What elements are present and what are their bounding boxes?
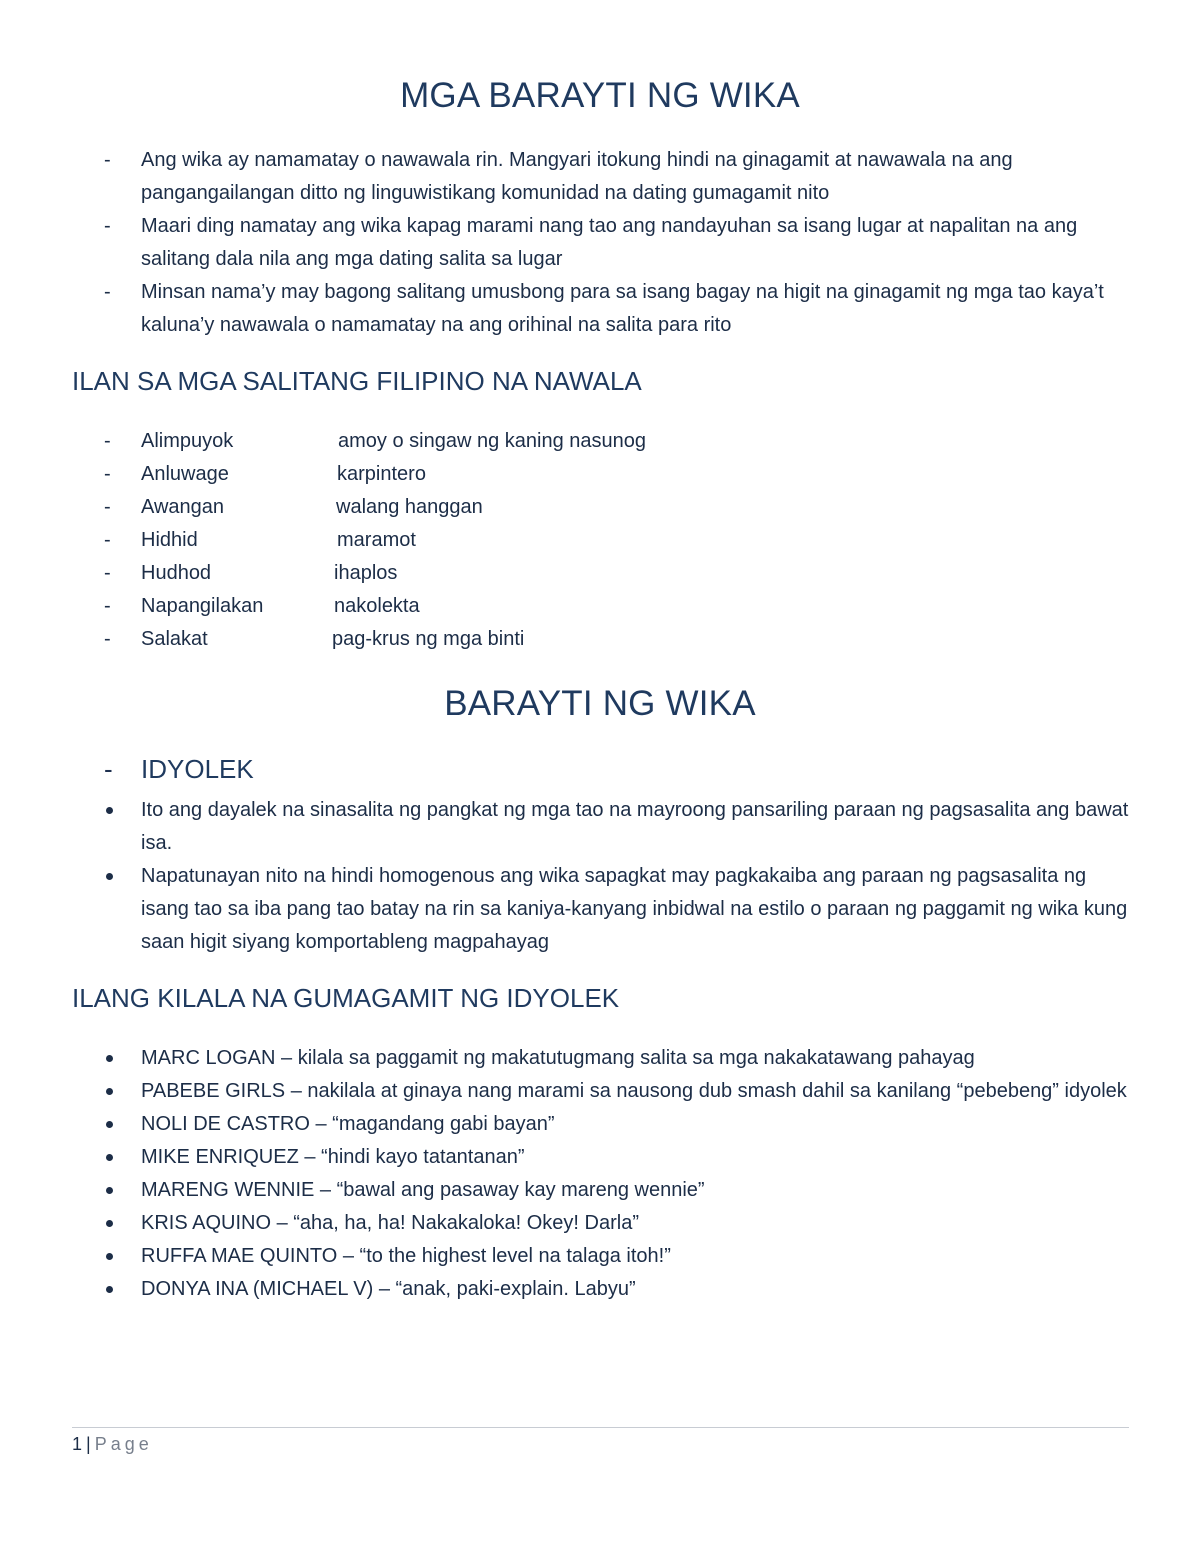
glossary-row (0, 425, 1200, 458)
footer-separator: | (86, 1434, 91, 1454)
bullet-icon (106, 807, 113, 814)
lost-words-heading: ILAN SA MGA SALITANG FILIPINO NA NAWALA (72, 366, 642, 396)
glossary-definition: ihaplos (334, 562, 398, 584)
dash-marker: - (104, 562, 111, 584)
glossary-row (0, 458, 1200, 491)
bullet-icon (106, 1154, 113, 1161)
dash-marker: - (104, 215, 111, 237)
known-users-heading: ILANG KILALA NA GUMAGAMIT NG IDYOLEK (72, 983, 620, 1013)
list-item-text: MARENG WENNIE – “bawal ang pasaway kay mareng wennie” (141, 1179, 705, 1201)
dash-marker: - (104, 754, 113, 784)
list-item (0, 860, 1200, 959)
glossary-term: Hidhid (141, 529, 198, 551)
page-number: 1 (72, 1434, 83, 1454)
footer-divider (72, 1427, 1129, 1428)
dash-marker: - (104, 496, 111, 518)
glossary-term: Anluwage (141, 463, 229, 485)
glossary-term: Awangan (141, 496, 225, 518)
glossary-row (0, 524, 1200, 557)
page-footer (72, 1434, 153, 1455)
list-item (0, 1240, 1200, 1273)
dash-marker: - (104, 595, 111, 617)
dash-marker: - (104, 529, 111, 551)
glossary-term: Salakat (141, 628, 208, 650)
list-item-text: Napatunayan nito na hindi homogenous ang wika sapagkat may pagkakaiba ang paraan ng pagsasalita ng isang tao sa iba pang tao batay na rin sa kaniya-kanyang inbidwal na estilo o paraan ng paggamit ng wika kung saan higit siyang komportableng magpahayag (141, 865, 1128, 953)
list-item (0, 1075, 1200, 1108)
page-label: Page (94, 1434, 153, 1454)
list-item (0, 1273, 1200, 1306)
lost-words-list (0, 425, 1200, 656)
intro-list (0, 144, 1200, 342)
list-item (0, 1141, 1200, 1174)
glossary-row (0, 491, 1200, 524)
list-item-text: Ito ang dayalek na sinasalita ng pangkat ng mga tao na mayroong pansariling paraan ng pagsasalita ang bawat isa. (141, 799, 1129, 854)
dash-marker: - (104, 628, 111, 650)
section-title: BARAYTI NG WIKA (444, 684, 756, 723)
bullet-icon (106, 1187, 113, 1194)
list-item-text: RUFFA MAE QUINTO – “to the highest level na talaga itoh!” (141, 1245, 671, 1267)
glossary-definition: nakolekta (334, 595, 420, 617)
list-item (0, 1207, 1200, 1240)
bullet-icon (106, 1286, 113, 1293)
bullet-icon (106, 1055, 113, 1062)
list-item-text: Ang wika ay namamatay o nawawala rin. Mangyari itokung hindi na ginagamit at nawawala na ang pangangailangan ditto ng linguwistikang komunidad na dating gumagamit nito (141, 149, 1013, 204)
glossary-row (0, 623, 1200, 656)
glossary-term: Hudhod (141, 562, 212, 584)
list-item (0, 276, 1200, 342)
list-item-text: PABEBE GIRLS – nakilala at ginaya nang marami sa nausong dub smash dahil sa kanilang “pebebeng” idyolek (141, 1080, 1127, 1102)
glossary-definition: amoy o singaw ng kaning nasunog (338, 430, 646, 452)
document-title: MGA BARAYTI NG WIKA (400, 76, 800, 115)
glossary-definition: pag-krus ng mga binti (332, 628, 525, 650)
list-item-text: MIKE ENRIQUEZ – “hindi kayo tatantanan” (141, 1146, 525, 1168)
list-item-text: DONYA INA (MICHAEL V) – “anak, paki-explain. Labyu” (141, 1278, 636, 1300)
dash-marker: - (104, 463, 111, 485)
list-item (0, 1174, 1200, 1207)
list-item (0, 1042, 1200, 1075)
list-item-text: NOLI DE CASTRO – “magandang gabi bayan” (141, 1113, 555, 1135)
list-item-text: MARC LOGAN – kilala sa paggamit ng makatutugmang salita sa mga nakakatawang pahayag (141, 1047, 975, 1069)
list-item (0, 1108, 1200, 1141)
known-users-list (0, 1042, 1200, 1306)
glossary-row (0, 557, 1200, 590)
idyolek-list (0, 794, 1200, 959)
dash-marker: - (104, 430, 111, 452)
list-item (0, 144, 1200, 210)
bullet-icon (106, 1088, 113, 1095)
glossary-definition: maramot (337, 529, 416, 551)
bullet-icon (106, 1253, 113, 1260)
list-item-text: Minsan nama’y may bagong salitang umusbong para sa isang bagay na higit na ginagamit ng mga tao kaya’t kaluna’y nawawala o namamatay na ang orihinal na salita para rito (141, 281, 1104, 336)
list-item (0, 210, 1200, 276)
bullet-icon (106, 873, 113, 880)
glossary-row (0, 590, 1200, 623)
glossary-term: Napangilakan (141, 595, 264, 617)
list-item-text: KRIS AQUINO – “aha, ha, ha! Nakakaloka! Okey! Darla” (141, 1212, 639, 1234)
bullet-icon (106, 1220, 113, 1227)
idyolek-label: IDYOLEK (141, 754, 254, 784)
dash-marker: - (104, 149, 111, 171)
glossary-term: Alimpuyok (141, 430, 234, 452)
list-item-text: Maari ding namatay ang wika kapag marami nang tao ang nandayuhan sa isang lugar at napalitan na ang salitang dala nila ang mga dating salita sa lugar (141, 215, 1078, 270)
list-item (0, 794, 1200, 860)
dash-marker: - (104, 281, 111, 303)
bullet-icon (106, 1121, 113, 1128)
glossary-definition: walang hanggan (336, 496, 483, 518)
glossary-definition: karpintero (337, 463, 426, 485)
